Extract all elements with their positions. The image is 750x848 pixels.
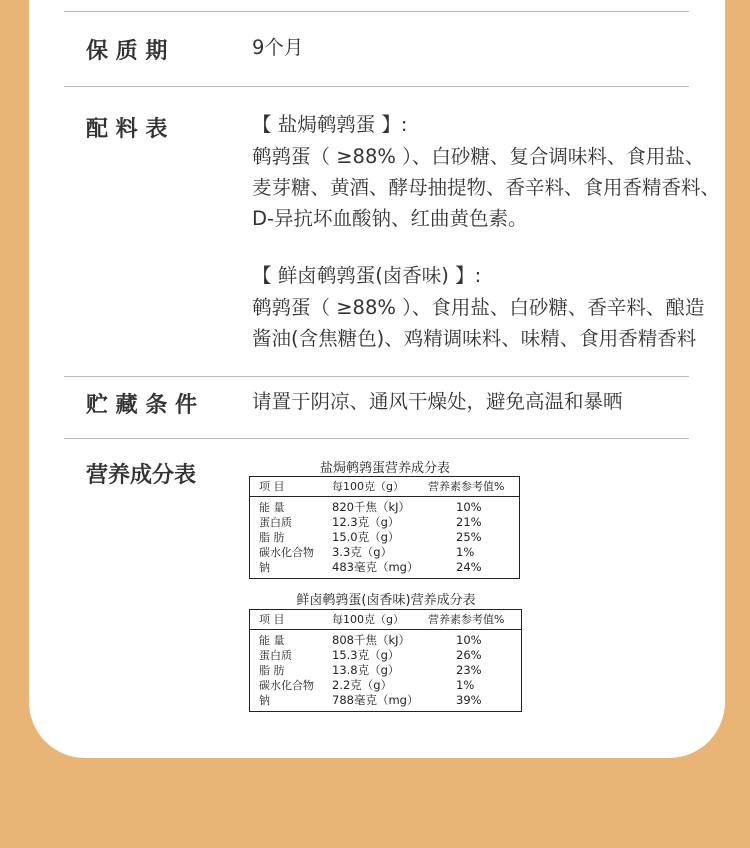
- row-item: 脂 肪: [259, 664, 285, 677]
- salt-baked-line-3: D-异抗坏血酸钠、红曲黄色素。: [252, 207, 528, 230]
- braised-heading: 【 鲜卤鹌鹑蛋(卤香味) 】:: [252, 264, 482, 287]
- row-amount: 12.3克（g）: [332, 515, 400, 529]
- header-nrv: 营养素参考值%: [428, 613, 505, 626]
- row-amount: 788毫克（mg）: [332, 693, 419, 707]
- salt-baked-heading: 【 盐焗鹌鹑蛋 】:: [252, 113, 408, 136]
- header-nrv: 营养素参考值%: [428, 480, 505, 493]
- table-row: [250, 515, 519, 530]
- nutrition-table-1: [249, 476, 520, 579]
- row-nrv: 39%: [456, 693, 482, 707]
- header-per-100g: 每100克（g）: [332, 613, 404, 626]
- row-nrv: 10%: [456, 500, 482, 514]
- row-item: 钠: [259, 561, 270, 574]
- braised-line-2: 酱油(含焦糖色)、鸡精调味料、味精、食用香精香料: [252, 327, 697, 350]
- header-per-100g: 每100克（g）: [332, 480, 404, 493]
- row-amount: 808千焦（kJ）: [332, 633, 411, 647]
- nutrition-table-1-title: 盐焗鹌鹑蛋营养成分表: [319, 461, 450, 476]
- header-item: 项 目: [259, 480, 285, 493]
- row-amount: 15.3克（g）: [332, 648, 400, 662]
- row-item: 碳水化合物: [259, 679, 314, 692]
- divider-1: [64, 86, 689, 87]
- nutrition-table-2-title: 鲜卤鹌鹑蛋(卤香味)营养成分表: [296, 593, 476, 608]
- row-item: 钠: [259, 694, 270, 707]
- row-item: 能 量: [259, 634, 285, 647]
- row-item: 脂 肪: [259, 531, 285, 544]
- shelf-life-value: 9个月: [252, 36, 304, 59]
- row-nrv: 24%: [456, 560, 482, 574]
- divider-top: [64, 11, 689, 12]
- divider-2: [64, 376, 689, 377]
- row-nrv: 1%: [456, 545, 475, 559]
- table-row: [250, 500, 519, 515]
- nutrition-label: 营养成分表: [86, 463, 197, 488]
- row-nrv: 26%: [456, 648, 482, 662]
- braised-line-1: 鹌鹑蛋（ ≥88% ）、食用盐、白砂糖、香辛料、酿造: [252, 296, 705, 319]
- row-nrv: 21%: [456, 515, 482, 529]
- row-item: 蛋白质: [259, 649, 292, 662]
- table-row: [250, 693, 521, 708]
- salt-baked-line-1: 鹌鹑蛋（ ≥88% ）、白砂糖、复合调味料、食用盐、: [252, 145, 705, 168]
- shelf-life-label: 保 质 期: [86, 39, 168, 64]
- nutrition-table-2: [249, 609, 522, 712]
- table-row: [250, 648, 521, 663]
- header-item: 项 目: [259, 613, 285, 626]
- row-amount: 2.2克（g）: [332, 678, 393, 692]
- table-row: [250, 633, 521, 648]
- row-nrv: 25%: [456, 530, 482, 544]
- row-item: 能 量: [259, 501, 285, 514]
- row-amount: 15.0克（g）: [332, 530, 400, 544]
- row-item: 蛋白质: [259, 516, 292, 529]
- table-row: [250, 530, 519, 545]
- table-row: [250, 678, 521, 693]
- table-header: [250, 477, 519, 497]
- table-header: [250, 610, 521, 630]
- row-amount: 820千焦（kJ）: [332, 500, 411, 514]
- row-amount: 483毫克（mg）: [332, 560, 419, 574]
- row-nrv: 1%: [456, 678, 475, 692]
- row-nrv: 10%: [456, 633, 482, 647]
- storage-label: 贮 藏 条 件: [86, 393, 197, 418]
- divider-3: [64, 438, 689, 439]
- table-row: [250, 545, 519, 560]
- salt-baked-line-2: 麦芽糖、黄酒、酵母抽提物、香辛料、食用香精香料、: [252, 176, 721, 199]
- row-nrv: 23%: [456, 663, 482, 677]
- row-amount: 3.3克（g）: [332, 545, 393, 559]
- storage-value: 请置于阴凉、通风干燥处，避免高温和暴晒: [252, 390, 623, 413]
- row-item: 碳水化合物: [259, 546, 314, 559]
- ingredients-label: 配 料 表: [86, 117, 168, 142]
- table-row: [250, 663, 521, 678]
- row-amount: 13.8克（g）: [332, 663, 400, 677]
- table-row: [250, 560, 519, 575]
